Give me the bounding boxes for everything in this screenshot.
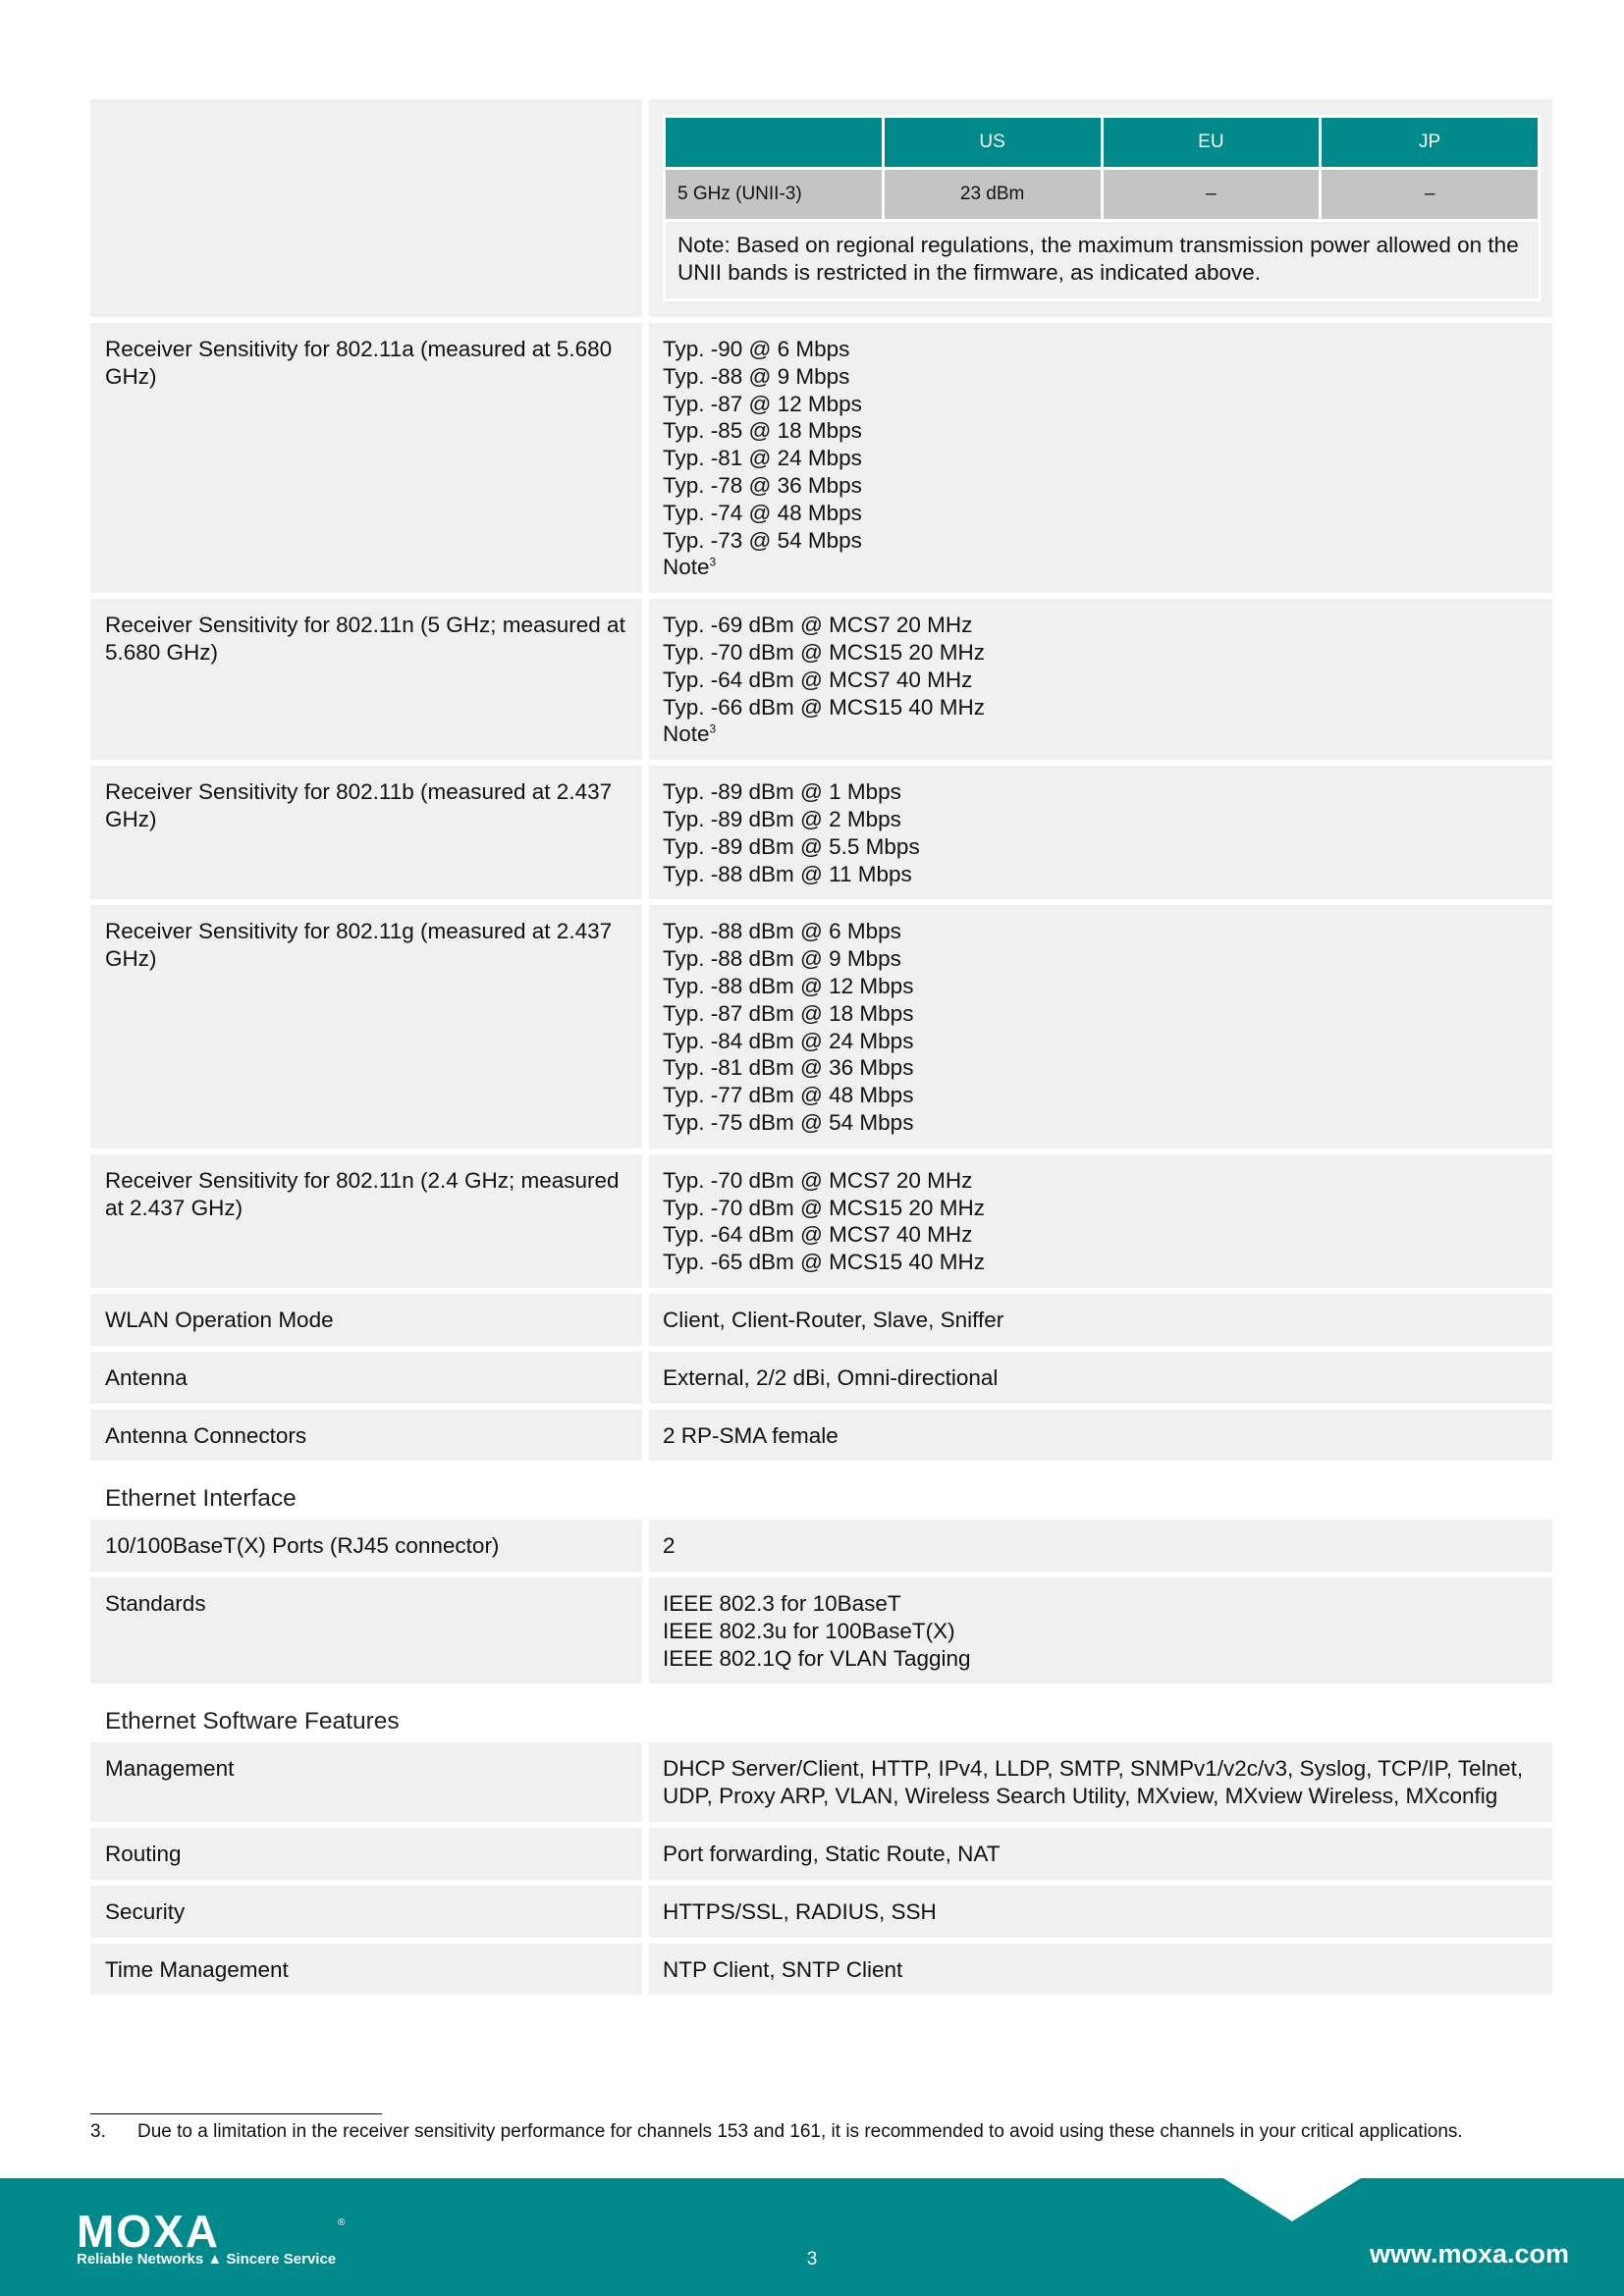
spec-value-line: Typ. -90 @ 6 Mbps xyxy=(663,337,850,361)
spec-value-line: Typ. -88 dBm @ 11 Mbps xyxy=(663,861,912,886)
spec-row-power-table xyxy=(90,99,1552,317)
tx-power-band: 5 GHz (UNII-3) xyxy=(665,169,884,221)
spec-value-line: Port forwarding, Static Route, NAT xyxy=(663,1842,1001,1867)
spec-value xyxy=(649,1294,1552,1346)
spec-value-power xyxy=(649,99,1552,317)
spec-label: Receiver Sensitivity for 802.11g (measured at 2.437 GHz) xyxy=(90,905,642,1148)
spec-label: Receiver Sensitivity for 802.11n (5 GHz; measured at 5.680 GHz) xyxy=(90,599,642,760)
spec-value-line: Typ. -85 @ 18 Mbps xyxy=(663,418,862,444)
spec-value-line: Typ. -81 @ 24 Mbps xyxy=(663,446,862,471)
svg-text:®: ® xyxy=(338,2217,346,2228)
spec-value-line: DHCP Server/Client, HTTP, IPv4, LLDP, SMTP, SNMPv1/v2c/v3, Syslog, TCP/IP, Telnet, UDP, Proxy ARP, VLAN, Wireless Search Utility, MXview, MXview Wireless, MXconfig xyxy=(663,1756,1524,1809)
page-footer xyxy=(0,2178,1624,2296)
spec-label: WLAN Operation Mode xyxy=(90,1294,642,1346)
tx-power-us: 23 dBm xyxy=(883,169,1102,221)
page-number: 3 xyxy=(806,2249,818,2269)
footnote-rule xyxy=(90,2113,382,2114)
spec-row-time-management xyxy=(90,1944,1552,1996)
footnote-reference xyxy=(663,554,1539,581)
spec-value xyxy=(649,1154,1552,1288)
spec-value-line: Typ. -75 dBm @ 54 Mbps xyxy=(663,1109,914,1135)
spec-rows-wlan xyxy=(90,323,1552,1461)
spec-value-line: Typ. -65 dBm @ MCS15 40 MHz xyxy=(663,1250,985,1275)
spec-value-line: Typ. -87 @ 12 Mbps xyxy=(663,391,862,416)
spec-value-line: Typ. -84 dBm @ 24 Mbps xyxy=(663,1028,914,1053)
spec-value-line: Typ. -89 dBm @ 5.5 Mbps xyxy=(663,833,920,859)
spec-rows-ethernet-interface xyxy=(90,1520,1552,1683)
spec-label-empty xyxy=(90,99,642,317)
spec-row-standards xyxy=(90,1577,1552,1683)
spec-value xyxy=(649,1828,1552,1880)
spec-value xyxy=(649,1352,1552,1404)
footnote-reference xyxy=(663,721,1539,748)
spec-value-line: IEEE 802.1Q for VLAN Tagging xyxy=(663,1645,971,1671)
spec-value xyxy=(649,1742,1552,1822)
spec-label: Time Management xyxy=(90,1944,642,1996)
tx-power-header-us: US xyxy=(883,117,1102,169)
spec-value xyxy=(649,1944,1552,1996)
spec-value xyxy=(649,1577,1552,1683)
spec-value xyxy=(649,599,1552,760)
spec-row-management xyxy=(90,1742,1552,1822)
tx-power-header-jp: JP xyxy=(1321,117,1540,169)
spec-label: Antenna Connectors xyxy=(90,1410,642,1462)
spec-value-line: Typ. -74 @ 48 Mbps xyxy=(663,500,862,525)
tx-power-eu: – xyxy=(1102,169,1321,221)
spec-value xyxy=(649,905,1552,1148)
spec-value-line: IEEE 802.3 for 10BaseT xyxy=(663,1591,901,1617)
note-label: Note xyxy=(663,721,710,747)
spec-row-antenna-connectors xyxy=(90,1410,1552,1462)
note-label: Note xyxy=(663,555,710,580)
spec-value-line: 2 xyxy=(663,1533,676,1559)
section-title-ethernet-interface: Ethernet Interface xyxy=(105,1485,297,1513)
footnote-number: 3. xyxy=(90,2121,106,2142)
spec-value-line: Typ. -89 dBm @ 2 Mbps xyxy=(663,806,901,831)
spec-row-receiver-sensitivity-for-802-11g-measure xyxy=(90,905,1552,1148)
footer-notch xyxy=(1223,2178,1361,2221)
spec-row-security xyxy=(90,1886,1552,1938)
spec-value-line: Typ. -87 dBm @ 18 Mbps xyxy=(663,1000,914,1026)
spec-row-antenna xyxy=(90,1352,1552,1404)
footnote-superscript: 3 xyxy=(709,721,717,736)
spec-row-receiver-sensitivity-for-802-11b-measure xyxy=(90,766,1552,899)
spec-value-line: Typ. -64 dBm @ MCS7 40 MHz xyxy=(663,667,973,692)
spec-row-receiver-sensitivity-for-802-11a-measure xyxy=(90,323,1552,593)
spec-value-line: IEEE 802.3u for 100BaseT(X) xyxy=(663,1618,955,1643)
spec-value xyxy=(649,1410,1552,1462)
spec-label: Standards xyxy=(90,1577,642,1683)
tx-power-data-row xyxy=(665,169,1540,221)
spec-value-line: NTP Client, SNTP Client xyxy=(663,1956,903,1982)
spec-row-routing xyxy=(90,1828,1552,1880)
footnote xyxy=(90,2120,1563,2144)
spec-value-line: Typ. -89 dBm @ 1 Mbps xyxy=(663,779,901,805)
spec-value-line: Typ. -81 dBm @ 36 Mbps xyxy=(663,1055,914,1081)
tx-power-note: Note: Based on regional regulations, the maximum transmission power allowed on the UNII bands is restricted in the firmware, as indicated above. xyxy=(665,221,1540,300)
spec-value xyxy=(649,766,1552,899)
spec-value-line: Typ. -73 @ 54 Mbps xyxy=(663,527,862,553)
spec-value-line: Typ. -70 dBm @ MCS15 20 MHz xyxy=(663,639,985,665)
spec-value-line: Typ. -70 dBm @ MCS7 20 MHz xyxy=(663,1167,973,1193)
spec-label: Receiver Sensitivity for 802.11n (2.4 GHz; measured at 2.437 GHz) xyxy=(90,1154,642,1288)
spec-value-line: Typ. -78 @ 36 Mbps xyxy=(663,472,862,498)
spec-value-line: Typ. -64 dBm @ MCS7 40 MHz xyxy=(663,1222,973,1248)
tx-power-jp: – xyxy=(1321,169,1540,221)
spec-value-line: Typ. -77 dBm @ 48 Mbps xyxy=(663,1083,914,1108)
spec-label: Routing xyxy=(90,1828,642,1880)
spec-rows-ethernet-software xyxy=(90,1742,1552,1995)
spec-value-line: External, 2/2 dBi, Omni-directional xyxy=(663,1364,999,1390)
spec-value-line: Typ. -88 dBm @ 12 Mbps xyxy=(663,973,914,998)
tx-power-header-eu: EU xyxy=(1102,117,1321,169)
tx-power-note-row xyxy=(665,221,1540,300)
spec-value-line: 2 RP-SMA female xyxy=(663,1422,839,1448)
spec-row-wlan-operation-mode xyxy=(90,1294,1552,1346)
spec-content xyxy=(90,99,1552,2001)
spec-label: Security xyxy=(90,1886,642,1938)
spec-label: Management xyxy=(90,1742,642,1822)
spec-value-line: Typ. -88 dBm @ 6 Mbps xyxy=(663,919,901,944)
spec-value xyxy=(649,1886,1552,1938)
section-title-ethernet-software: Ethernet Software Features xyxy=(105,1708,400,1735)
spec-row-receiver-sensitivity-for-802-11n-2-4-ghz xyxy=(90,1154,1552,1288)
spec-label: Antenna xyxy=(90,1352,642,1404)
spec-value xyxy=(649,323,1552,593)
moxa-logo xyxy=(77,2212,352,2251)
spec-value-line: Typ. -88 dBm @ 9 Mbps xyxy=(663,946,901,972)
spec-label: Receiver Sensitivity for 802.11a (measured at 5.680 GHz) xyxy=(90,323,642,593)
spec-value-line: Typ. -88 @ 9 Mbps xyxy=(663,363,850,389)
spec-value-line: Typ. -70 dBm @ MCS15 20 MHz xyxy=(663,1195,985,1220)
spec-row-receiver-sensitivity-for-802-11n-5-ghz-m xyxy=(90,599,1552,760)
tx-power-header-blank xyxy=(665,117,884,169)
footer-tagline: Reliable Networks ▲ Sincere Service xyxy=(77,2251,337,2268)
spec-value-line: Client, Client-Router, Slave, Sniffer xyxy=(663,1307,1004,1332)
tx-power-header-row xyxy=(665,117,1540,169)
tx-power-table xyxy=(663,115,1541,301)
footnote-text: Due to a limitation in the receiver sensitivity performance for channels 153 and 161, it is recommended to avoid using these channels in your critical applications. xyxy=(137,2121,1463,2142)
spec-value-line: Typ. -66 dBm @ MCS15 40 MHz xyxy=(663,694,985,720)
footer-website[interactable]: www.moxa.com xyxy=(1369,2239,1569,2269)
spec-label: Receiver Sensitivity for 802.11b (measured at 2.437 GHz) xyxy=(90,766,642,899)
footnote-superscript: 3 xyxy=(709,555,717,569)
spec-row-10-100baset-x-ports-rj45-connector xyxy=(90,1520,1552,1572)
spec-value-line: HTTPS/SSL, RADIUS, SSH xyxy=(663,1898,937,1924)
svg-text:MOXA: MOXA xyxy=(77,2212,220,2251)
spec-value xyxy=(649,1520,1552,1572)
spec-value-line: Typ. -69 dBm @ MCS7 20 MHz xyxy=(663,613,973,638)
spec-label: 10/100BaseT(X) Ports (RJ45 connector) xyxy=(90,1520,642,1572)
